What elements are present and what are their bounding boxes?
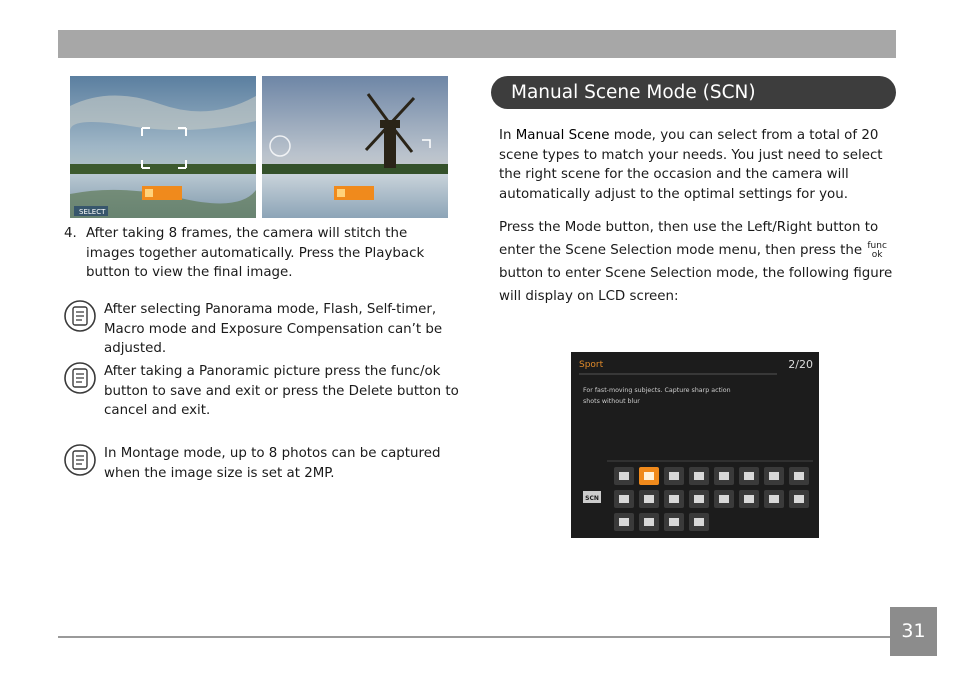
scene-icon-glyph [794,495,804,503]
step-text: After taking 8 frames, the camera will stitch the images together automatically. Press the Playback button to view the final image. [86,226,425,281]
scene-icon-glyph [744,495,754,503]
scene-icon-glyph [694,495,704,503]
instructions-paragraph [499,216,895,308]
scene-icon-glyph [794,472,804,480]
scene-icon-glyph [619,495,629,503]
scene-icon-glyph [694,518,704,526]
scene-icon-glyph [669,518,679,526]
scene-icon-glyph [769,495,779,503]
step-number: 4. [64,226,77,241]
scene-icon-glyph [644,495,654,503]
scene-icon-glyph [619,518,629,526]
scene-icon-glyph [719,495,729,503]
lcd-mode-label: SCN [585,495,599,502]
scene-icon-glyph [644,472,654,480]
func-label: func [867,241,887,251]
scene-icon-glyph [694,472,704,480]
note-icon [64,300,96,332]
para1-bold: Manual Scene [515,128,610,143]
ok-label: ok [871,250,883,260]
lcd-desc-2: shots without blur [583,398,640,405]
panorama-photo-2 [262,76,448,218]
scene-icon-glyph [744,472,754,480]
lcd-counter: 2/20 [788,358,813,371]
scene-icon-glyph [769,472,779,480]
note-icon [64,362,96,394]
para1-before: In [499,128,516,143]
section-heading: Manual Scene Mode (SCN) [491,76,896,109]
scene-icon-glyph [644,518,654,526]
select-label: SELECT [79,208,106,216]
note-text: After selecting Panorama mode, Flash, Self-timer, Macro mode and Exposure Compensation can’t be adjusted. [104,302,443,357]
func-ok-button-glyph [867,242,887,260]
scene-icon-glyph [669,472,679,480]
para1-after: mode, you can select from a total of 20 scene types to match your needs. You just need to select the right scene for the occasion and the camera will automatically adjust to the optimal settings for you. [499,128,883,202]
note-text: After taking a Panoramic picture press the func/ok button to save and exit or press the Delete button to cancel and exit. [104,364,459,419]
footer-rule [58,636,890,638]
scene-icon-glyph [619,472,629,480]
lcd-scene-screen [571,352,819,538]
panorama-photo-1 [70,76,256,218]
lcd-scene-name: Sport [579,360,604,370]
note-text: In Montage mode, up to 8 photos can be captured when the image size is set at 2MP. [104,446,441,481]
note-icon [64,444,96,476]
intro-paragraph [499,126,895,204]
top-banner [58,30,896,58]
para2-after: button to enter Scene Selection mode, the following figure will display on LCD screen: [499,266,893,304]
lcd-desc-1: For fast-moving subjects. Capture sharp action [583,387,731,394]
scene-icon-glyph [719,472,729,480]
para2-before: Press the Mode button, then use the Left/Right button to enter the Scene Selection mode menu, then press the [499,220,879,258]
page-number: 31 [890,607,937,656]
scene-icon-glyph [669,495,679,503]
